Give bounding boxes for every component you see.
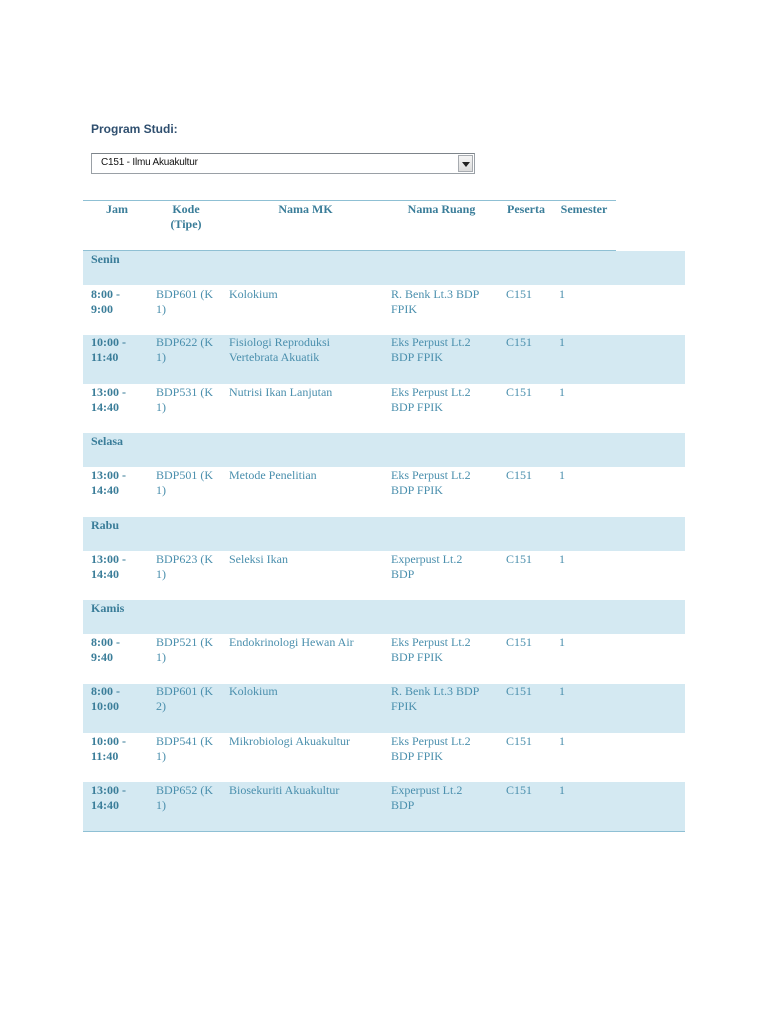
cell-kode [156,287,213,317]
cell-nama-ruang-line1: Eks Perpust Lt.2 [391,635,471,649]
cell-nama-ruang-line1: Eks Perpust Lt.2 [391,385,471,399]
day-label-senin: Senin [91,252,120,266]
cell-semester [559,684,565,699]
day-band [83,433,685,467]
cell-semester-line1: 1 [559,734,565,748]
dropdown-arrow-icon[interactable] [458,155,473,172]
cell-jam-line1: 13:00 - [91,783,126,797]
cell-nama-mk-line1: Nutrisi Ikan Lanjutan [229,385,333,399]
cell-nama-ruang-line2: BDP FPIK [391,350,443,364]
cell-nama-ruang [391,552,462,582]
cell-kode-line2: 1) [156,567,166,581]
cell-kode-line2: 1) [156,350,166,364]
cell-semester-line1: 1 [559,635,565,649]
cell-kode-line2: 1) [156,302,166,316]
cell-peserta-line1: C151 [506,684,533,698]
cell-peserta [506,287,532,302]
cell-kode-line2: 1) [156,749,166,763]
program-studi-selected-value: C151 - Ilmu Akuakultur [101,157,198,168]
cell-kode-line2: 1) [156,798,166,812]
day-band [83,600,685,634]
cell-peserta [506,468,532,483]
cell-peserta [506,635,532,650]
cell-peserta [506,734,532,749]
cell-nama-ruang-line1: R. Benk Lt.3 BDP [391,287,480,301]
cell-kode-line1: BDP521 (K [156,635,214,649]
cell-semester [559,783,565,798]
cell-nama-ruang [391,635,471,665]
cell-nama-ruang-line1: Experpust Lt.2 [391,552,463,566]
cell-semester-line1: 1 [559,335,565,349]
header-nama-mk: Nama MK [278,202,333,216]
cell-kode [156,468,213,498]
cell-kode [156,385,213,415]
cell-nama-mk-line2: Vertebrata Akuatik [229,350,320,364]
cell-peserta-line1: C151 [506,287,533,301]
cell-jam-line2: 14:40 [91,567,119,581]
cell-kode-line1: BDP623 (K [156,552,214,566]
cell-peserta-line1: C151 [506,635,533,649]
cell-nama-mk [229,552,288,567]
cell-nama-ruang-line2: FPIK [391,699,418,713]
cell-nama-mk-line1: Metode Penelitian [229,468,317,482]
header-peserta: Peserta [507,202,545,216]
cell-jam-line1: 13:00 - [91,385,126,399]
cell-peserta-line1: C151 [506,385,533,399]
cell-nama-ruang-line2: BDP FPIK [391,650,443,664]
cell-nama-ruang-line1: Eks Perpust Lt.2 [391,335,471,349]
cell-kode-line1: BDP601 (K [156,287,214,301]
cell-kode-line2: 1) [156,483,166,497]
cell-semester-line1: 1 [559,684,565,698]
header-top-rule [83,200,616,201]
header-kode-line2: (Tipe) [170,217,202,231]
cell-kode [156,783,213,813]
cell-jam [91,635,143,665]
cell-jam-line1: 8:00 - [91,684,120,698]
cell-nama-mk [229,468,317,483]
cell-jam-line2: 11:40 [91,749,119,763]
cell-nama-ruang [391,734,471,764]
cell-peserta-line1: C151 [506,335,533,349]
cell-peserta [506,335,532,350]
cell-kode-line1: BDP531 (K [156,385,214,399]
cell-semester-line1: 1 [559,468,565,482]
header-kode-line1: Kode [172,202,200,216]
cell-jam-line2: 11:40 [91,350,119,364]
cell-nama-mk-line1: Mikrobiologi Akuakultur [229,734,350,748]
cell-semester-line1: 1 [559,552,565,566]
cell-jam [91,552,143,582]
cell-jam [91,468,143,498]
cell-jam-line2: 14:40 [91,400,119,414]
cell-jam-line1: 8:00 - [91,635,120,649]
cell-jam [91,734,143,764]
cell-semester [559,287,565,302]
cell-nama-ruang [391,468,471,498]
cell-nama-mk [229,635,354,650]
cell-nama-ruang [391,335,471,365]
cell-jam-line2: 9:00 [91,302,113,316]
cell-semester [559,385,565,400]
cell-semester [559,335,565,350]
cell-nama-mk [229,287,278,302]
cell-nama-mk-line1: Seleksi Ikan [229,552,288,566]
cell-jam [91,385,143,415]
cell-semester-line1: 1 [559,385,565,399]
cell-nama-mk [229,684,278,699]
cell-peserta [506,552,532,567]
cell-peserta-line1: C151 [506,552,533,566]
cell-peserta-line1: C151 [506,468,533,482]
table-bottom-rule [83,831,685,832]
cell-kode [156,684,213,714]
cell-nama-mk-line1: Kolokium [229,684,278,698]
day-label-selasa: Selasa [91,434,124,448]
cell-jam [91,335,143,365]
cell-jam-line2: 9:40 [91,650,113,664]
cell-semester-line1: 1 [559,287,565,301]
cell-kode-line2: 2) [156,699,166,713]
cell-kode [156,635,213,665]
cell-jam-line1: 8:00 - [91,287,120,301]
day-label-rabu: Rabu [91,518,120,532]
cell-kode [156,552,213,582]
cell-semester [559,734,565,749]
cell-nama-ruang [391,684,479,714]
cell-nama-ruang [391,385,471,415]
cell-kode-line1: BDP622 (K [156,335,214,349]
cell-nama-ruang-line2: BDP FPIK [391,400,443,414]
program-studi-select[interactable] [91,153,475,174]
cell-nama-mk [229,385,332,400]
cell-jam [91,684,143,714]
cell-jam-line1: 10:00 - [91,335,126,349]
cell-semester [559,635,565,650]
cell-nama-mk-line1: Endokrinologi Hewan Air [229,635,354,649]
cell-nama-ruang-line2: BDP [391,798,415,812]
cell-jam-line1: 13:00 - [91,468,126,482]
cell-peserta [506,783,532,798]
cell-semester [559,552,565,567]
cell-nama-ruang-line1: R. Benk Lt.3 BDP [391,684,480,698]
cell-peserta [506,385,532,400]
cell-jam-line1: 10:00 - [91,734,126,748]
cell-kode-line1: BDP541 (K [156,734,214,748]
day-band [83,517,685,551]
cell-nama-ruang-line1: Eks Perpust Lt.2 [391,468,471,482]
cell-semester-line1: 1 [559,783,565,797]
cell-nama-ruang-line1: Experpust Lt.2 [391,783,463,797]
header-semester: Semester [560,202,608,216]
cell-nama-ruang-line2: BDP FPIK [391,749,443,763]
day-band [83,251,685,285]
cell-kode [156,335,213,365]
cell-kode-line2: 1) [156,650,166,664]
cell-kode-line1: BDP652 (K [156,783,214,797]
cell-nama-mk-line1: Kolokium [229,287,278,301]
cell-kode-line2: 1) [156,400,166,414]
cell-nama-mk-line1: Biosekuriti Akuakultur [229,783,340,797]
cell-nama-ruang [391,783,462,813]
cell-jam-line2: 14:40 [91,483,119,497]
cell-nama-mk [229,335,330,365]
cell-jam [91,287,143,317]
cell-jam-line2: 14:40 [91,798,119,812]
cell-nama-ruang-line2: FPIK [391,302,418,316]
cell-kode-line1: BDP501 (K [156,468,214,482]
cell-nama-mk-line1: Fisiologi Reproduksi [229,335,331,349]
cell-jam [91,783,143,813]
day-label-kamis: Kamis [91,601,125,615]
cell-jam-line1: 13:00 - [91,552,126,566]
cell-nama-ruang [391,287,479,317]
cell-nama-ruang-line2: BDP [391,567,415,581]
cell-peserta [506,684,532,699]
cell-jam-line2: 10:00 [91,699,119,713]
cell-nama-mk [229,734,350,749]
cell-nama-mk [229,783,339,798]
header-kode [155,202,217,232]
cell-kode [156,734,213,764]
cell-peserta-line1: C151 [506,734,533,748]
cell-nama-ruang-line1: Eks Perpust Lt.2 [391,734,471,748]
cell-semester [559,468,565,483]
cell-kode-line1: BDP601 (K [156,684,214,698]
header-nama-ruang: Nama Ruang [407,202,476,216]
cell-peserta-line1: C151 [506,783,533,797]
cell-nama-ruang-line2: BDP FPIK [391,483,443,497]
program-studi-label: Program Studi: [91,122,178,136]
header-jam: Jam [106,202,128,216]
